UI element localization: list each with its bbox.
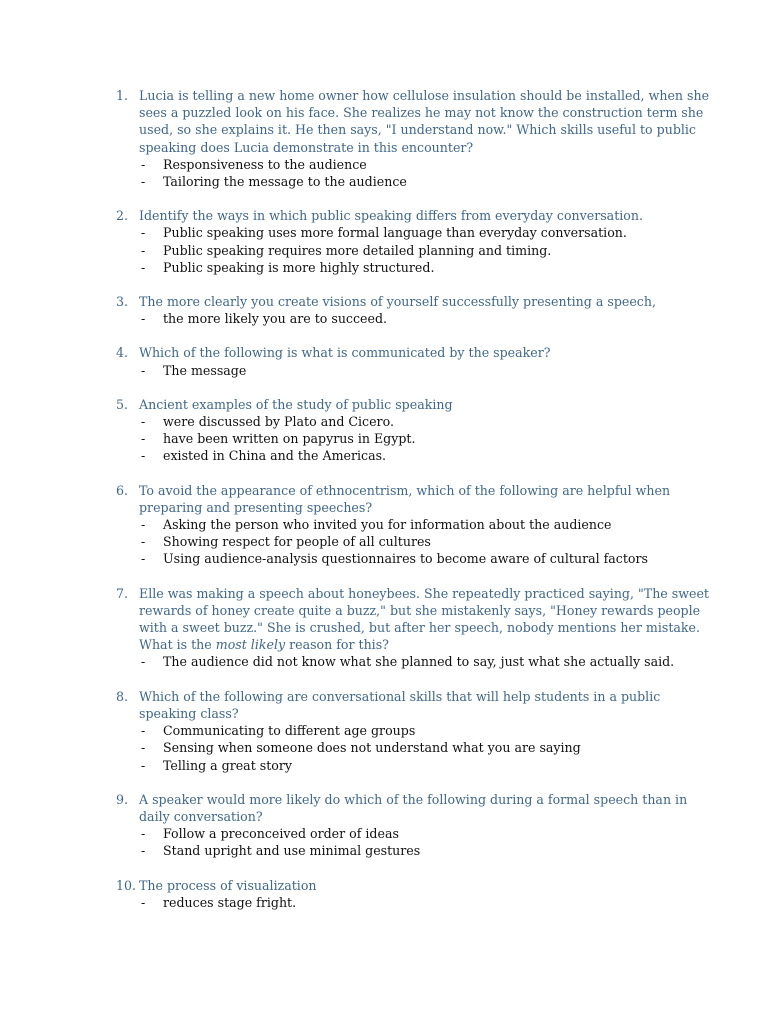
question-number: 9. xyxy=(116,791,129,807)
bullet-dash: - xyxy=(141,843,146,859)
answer-item xyxy=(116,825,716,842)
answer-item xyxy=(116,156,716,173)
question-item xyxy=(116,396,716,465)
answer-item xyxy=(116,653,716,670)
question-item xyxy=(116,87,716,190)
question-item xyxy=(116,293,716,327)
answer-item xyxy=(116,362,716,379)
answer-list xyxy=(116,224,716,276)
bullet-dash: - xyxy=(141,517,146,533)
bullet-dash: - xyxy=(141,448,146,464)
question-text: Which of the following is what is communicated by the speaker? xyxy=(139,345,551,361)
question-number: 10. xyxy=(116,877,137,893)
answer-text: Tailoring the message to the audience xyxy=(163,174,407,190)
question-item xyxy=(116,207,716,276)
bullet-dash: - xyxy=(141,826,146,842)
answer-text: Showing respect for people of all cultures xyxy=(163,534,431,550)
answer-text: Responsiveness to the audience xyxy=(163,156,367,172)
answer-item xyxy=(116,739,716,756)
question-number: 4. xyxy=(116,345,129,361)
bullet-dash: - xyxy=(141,654,146,670)
answer-list xyxy=(116,516,716,568)
question-text: To avoid the appearance of ethnocentrism, which of the following are helpful when preparing and presenting speeches? xyxy=(139,482,671,515)
question-number: 2. xyxy=(116,208,129,224)
bullet-dash: - xyxy=(141,534,146,550)
question-text xyxy=(139,585,716,654)
answer-list xyxy=(116,722,716,774)
answer-text: Public speaking is more highly structured. xyxy=(163,259,435,275)
answer-list xyxy=(116,653,716,670)
answer-item xyxy=(116,430,716,447)
answer-text: Sensing when someone does not understand what you are saying xyxy=(163,740,581,756)
answer-text: Asking the person who invited you for information about the audience xyxy=(163,517,612,533)
question-text-emphasis: most likely xyxy=(215,637,286,653)
answer-text: The message xyxy=(163,362,247,378)
question-list xyxy=(116,87,716,928)
question-text-part: Elle was making a speech about honeybees. She repeatedly practiced saying, "The sweet rewards of honey create quite a buzz," but she mistakenly says, "Honey rewards people with a sweet buzz." She is crushed, but after her speech, nobody mentions her mistake. What is the xyxy=(139,585,709,653)
bullet-dash: - xyxy=(141,551,146,567)
answer-list xyxy=(116,413,716,465)
bullet-dash: - xyxy=(141,225,146,241)
question-text: Lucia is telling a new home owner how cellulose insulation should be installed, when she sees a puzzled look on his face. She realizes he may not know the construction term she used, so she explains it. He then says, "I understand now." Which skills useful to public speaking does Lucia demonstrate in this encounter? xyxy=(139,88,710,155)
question-number: 8. xyxy=(116,688,129,704)
answer-item xyxy=(116,310,716,327)
question-item xyxy=(116,482,716,568)
answer-text: Follow a preconceived order of ideas xyxy=(163,826,399,842)
question-item xyxy=(116,688,716,774)
bullet-dash: - xyxy=(141,174,146,190)
answer-list xyxy=(116,156,716,190)
bullet-dash: - xyxy=(141,242,146,258)
answer-text: Communicating to different age groups xyxy=(163,723,416,739)
answer-item xyxy=(116,842,716,859)
answer-item xyxy=(116,173,716,190)
bullet-dash: - xyxy=(141,894,146,910)
answer-item xyxy=(116,413,716,430)
answer-item xyxy=(116,242,716,259)
question-text: The process of visualization xyxy=(139,877,317,893)
bullet-dash: - xyxy=(141,259,146,275)
answer-text: have been written on papyrus in Egypt. xyxy=(163,431,416,447)
question-item xyxy=(116,791,716,860)
answer-list xyxy=(116,362,716,379)
answer-text: Telling a great story xyxy=(163,757,292,773)
question-number: 1. xyxy=(116,88,129,103)
answer-item xyxy=(116,757,716,774)
answer-text: Public speaking uses more formal language than everyday conversation. xyxy=(163,225,627,241)
answer-text: Public speaking requires more detailed planning and timing. xyxy=(163,242,552,258)
answer-text: Using audience-analysis questionnaires to become aware of cultural factors xyxy=(163,551,648,567)
bullet-dash: - xyxy=(141,414,146,430)
answer-text: existed in China and the Americas. xyxy=(163,448,387,464)
question-text: Which of the following are conversational skills that will help students in a public speaking class? xyxy=(139,688,661,721)
bullet-dash: - xyxy=(141,311,146,327)
answer-item xyxy=(116,722,716,739)
question-item xyxy=(116,344,716,378)
question-number: 5. xyxy=(116,396,129,412)
answer-item xyxy=(116,224,716,241)
question-number: 3. xyxy=(116,294,129,310)
answer-text: reduces stage fright. xyxy=(163,894,297,910)
question-item xyxy=(116,877,716,911)
answer-list xyxy=(116,310,716,327)
answer-text: The audience did not know what she planned to say, just what she actually said. xyxy=(163,654,675,670)
answer-text: Stand upright and use minimal gestures xyxy=(163,843,421,859)
answer-text: the more likely you are to succeed. xyxy=(163,311,388,327)
answer-list xyxy=(116,825,716,859)
question-text: Identify the ways in which public speaking differs from everyday conversation. xyxy=(139,208,643,224)
bullet-dash: - xyxy=(141,362,146,378)
bullet-dash: - xyxy=(141,431,146,447)
bullet-dash: - xyxy=(141,156,146,172)
answer-item xyxy=(116,894,716,911)
bullet-dash: - xyxy=(141,740,146,756)
question-item xyxy=(116,585,716,671)
answer-text: were discussed by Plato and Cicero. xyxy=(163,414,394,430)
answer-item xyxy=(116,259,716,276)
answer-item xyxy=(116,447,716,464)
answer-item xyxy=(116,550,716,567)
answer-item xyxy=(116,516,716,533)
bullet-dash: - xyxy=(141,723,146,739)
question-number: 7. xyxy=(116,585,129,601)
answer-item xyxy=(116,533,716,550)
question-text: Ancient examples of the study of public speaking xyxy=(139,396,453,412)
question-text-part: reason for this? xyxy=(285,637,389,653)
question-number: 6. xyxy=(116,482,129,498)
answer-list xyxy=(116,894,716,911)
bullet-dash: - xyxy=(141,757,146,773)
question-text: A speaker would more likely do which of the following during a formal speech than in daily conversation? xyxy=(139,791,688,824)
question-text: The more clearly you create visions of yourself successfully presenting a speech, xyxy=(139,294,656,310)
